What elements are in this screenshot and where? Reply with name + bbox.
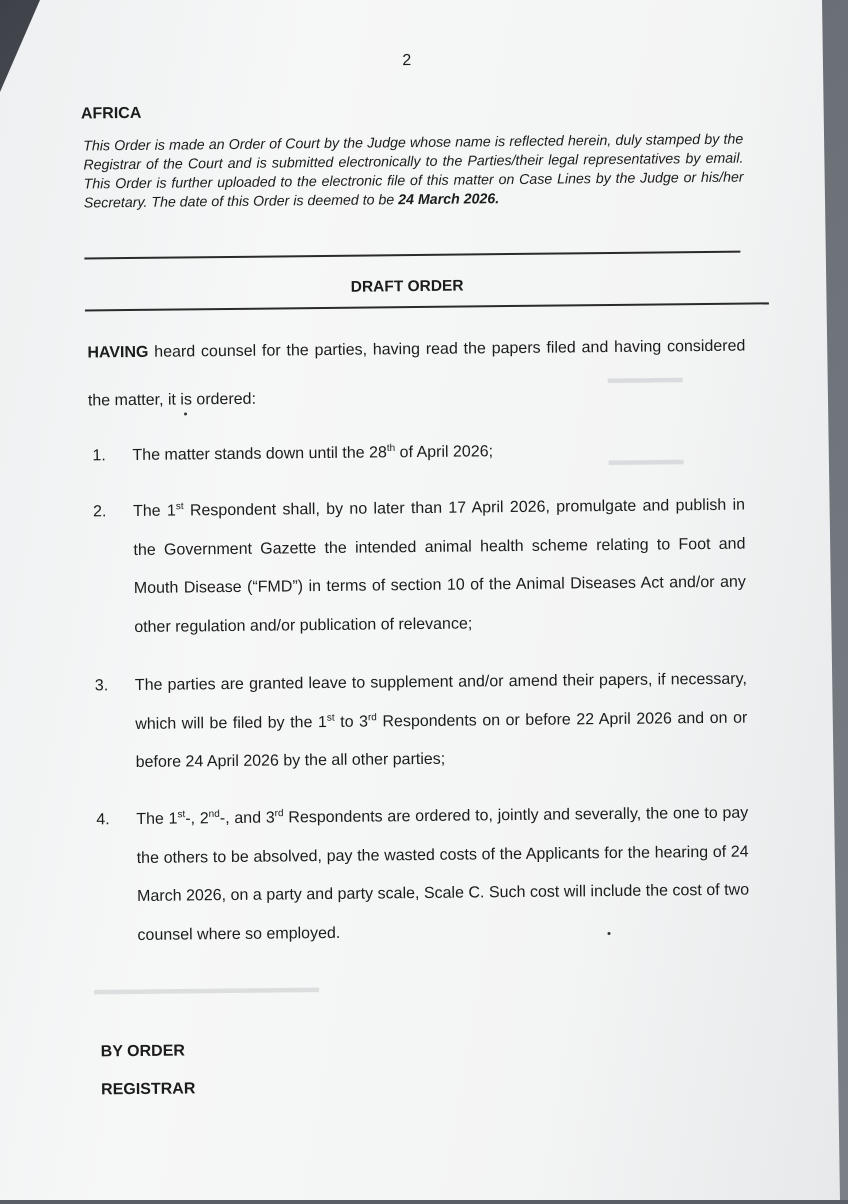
preamble-lead: HAVING: [87, 343, 149, 362]
item-text: The matter stands down until the 28th of April 2026;: [132, 442, 494, 465]
paper-speck: [607, 932, 610, 935]
item-text: The 1st-, 2nd-, and 3rd Respondents are ordered to, jointly and severally, the one to pay the others to be absolved, pay the wasted costs of the Applicants for the hearing of 24 March 2026, on a party and party scale, Scale C. Such cost will include the cost of two counsel where so employed.: [136, 804, 750, 944]
by-order-label: BY ORDER: [100, 1042, 185, 1061]
order-item: [92, 431, 752, 478]
divider-line: [84, 251, 740, 259]
item-number: 1.: [92, 447, 106, 465]
page-number: 2: [402, 52, 412, 70]
divider-line: [85, 302, 769, 311]
bleed-through: ▬▬▬▬▬▬▬▬▬▬▬▬▬▬▬: [93, 979, 320, 999]
order-item: [95, 660, 756, 787]
item-text: The 1st Respondent shall, by no later than 17 April 2026, promulgate and publish in the Government Gazette the intended animal health scheme relating to Foot and Mouth Disease (“FMD”) in terms of section 10 of the Animal Diseases Act and/or any other regulation and/or publication of relevance;: [132, 496, 746, 636]
draft-order-title: DRAFT ORDER: [350, 277, 464, 296]
item-number: 4.: [96, 811, 110, 829]
bleed-through: ▬▬▬▬▬: [608, 451, 684, 470]
item-number: 2.: [92, 503, 107, 521]
paper-speck: [184, 412, 187, 415]
item-number: 3.: [94, 677, 109, 695]
registrar-label: REGISTRAR: [101, 1080, 196, 1099]
order-item: [96, 794, 758, 961]
order-preamble: [87, 323, 746, 426]
preamble-text: heard counsel for the parties, having read the papers filed and having considered the matter, it is ordered:: [87, 337, 746, 410]
bleed-through: ▬▬▬▬▬: [607, 369, 683, 388]
court-notice: [83, 131, 744, 214]
notice-text: This Order is made an Order of Court by the Judge whose name is reflected herein, duly stamped by the Registrar of the Court and is submitted electronically to the Parties/their legal representatives by email. This Order is further uploaded to the electronic file of this matter on Case Lines by the Judge or his/her Secretary. The date of this Order is deemed to be: [83, 131, 744, 212]
order-item: [93, 487, 755, 654]
item-text: The parties are granted leave to supplement and/or amend their papers, if necessary, which will be filed by the 1st to 3rd Respondents on or before 22 April 2026 and on or before 24 April 2026 by the all other parties;: [134, 670, 748, 771]
notice-date: 24 March 2026.: [398, 191, 500, 209]
heading-africa: AFRICA: [80, 104, 142, 123]
